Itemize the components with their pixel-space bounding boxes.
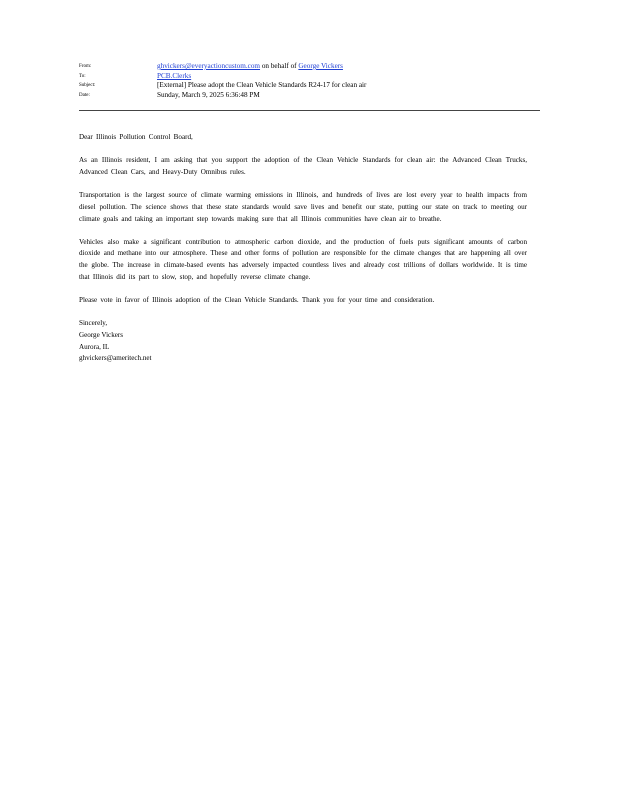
salutation: Dear Illinois Pollution Control Board, (79, 133, 193, 141)
date-label: Date: (79, 92, 90, 98)
paragraph-vehicles: Vehicles also make a significant contribution to atmospheric carbon dioxide, and the production of fuels puts significant amounts of carbon dioxide and methane into our atmosphere. These and other forms of pollution are responsible for the climate changes that are happening all over the globe. The increase in climate-based events has adversely impacted countless lives and already cost trillions of dollars worldwide. It is time that Illinois did its part to slow, stop, and hopefully reverse climate change. (79, 237, 527, 281)
from-behalf-text: on behalf of (260, 62, 299, 70)
email-header (79, 62, 539, 100)
subject-value: [External] Please adopt the Clean Vehicle Standards R24-17 for clean air (157, 81, 367, 89)
to-link[interactable]: PCB.Clerks (157, 71, 192, 80)
subject-row (79, 81, 539, 91)
to-row (79, 72, 539, 82)
subject-label: Subject: (79, 83, 96, 88)
from-label: From: (79, 64, 92, 69)
paragraph-vote: Please vote in favor of Illinois adoption of the Clean Vehicle Standards. Thank you for your time and consideration. (79, 296, 435, 305)
signature-email: ghvickers@ameritech.net (79, 354, 152, 363)
from-value (157, 62, 539, 72)
signature-name: George Vickers (79, 330, 124, 339)
date-value: Sunday, March 9, 2025 6:36:48 PM (157, 90, 260, 99)
signature-location: Aurora, IL (79, 342, 110, 351)
paragraph-transportation: Transportation is the largest source of climate warming emissions in Illinois, and hundreds of lives are lost every year to health impacts from diesel pollution. The science shows that these state standards would save lives and benefit our state, putting our state on track to meeting our climate goals and taking an important step towards making sure that all Illinois communities have clean air to breathe. (79, 191, 527, 223)
closing-text: Sincerely, (79, 319, 108, 328)
paragraph-request: As an Illinois resident, I am asking that you support the adoption of the Clean Vehicle Standards for clean air: the Advanced Clean Trucks, Advanced Clean Cars, and Heavy-Duty Omnibus rules. (79, 156, 527, 176)
from-name-link[interactable]: George Vickers (298, 62, 343, 70)
from-row (79, 62, 539, 72)
closing-block (79, 318, 527, 365)
date-row (79, 91, 539, 101)
header-divider (79, 110, 540, 111)
from-email-link[interactable]: ghvickers@everyactioncustom.com (157, 62, 261, 70)
letter-body (79, 132, 527, 365)
to-label: To: (79, 73, 86, 79)
